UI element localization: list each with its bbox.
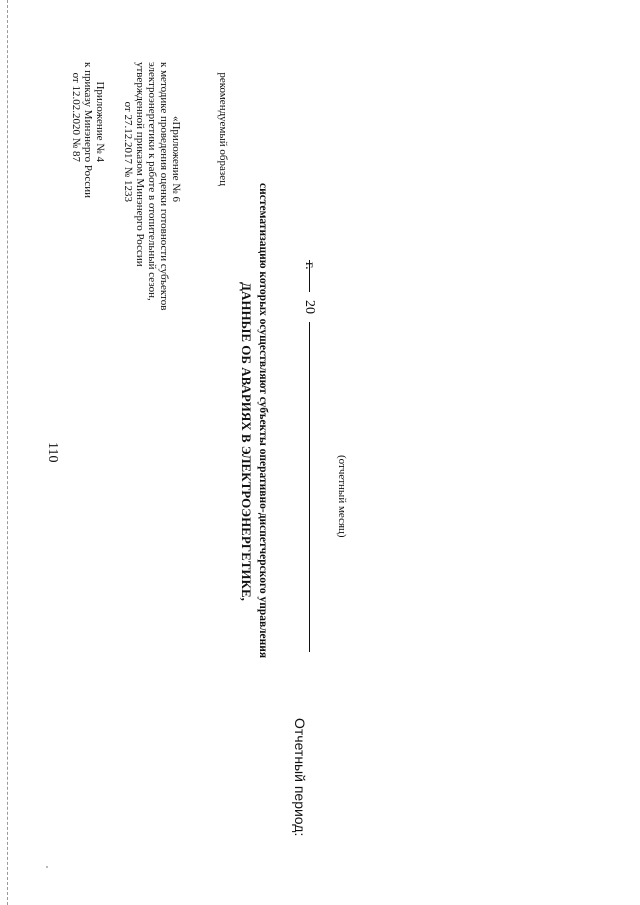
period-year-prefix: 20	[302, 300, 317, 314]
sample-note: рекомендуемый образец	[217, 72, 229, 186]
period-label: Отчетный период:	[292, 718, 308, 837]
period-year-suffix: г.	[302, 262, 317, 270]
period-month-blank	[309, 322, 310, 652]
appendix-previous-line-1: «Приложение № 6	[170, 115, 182, 202]
appendix-previous-line-4: утвержденной приказом Минэнерго России	[134, 62, 146, 267]
appendix-line-1: Приложение № 4	[94, 81, 106, 162]
appendix-previous-line-5: от 27.12.2017 № 1233	[122, 101, 134, 202]
appendix-line-3: от 12.02.2020 № 87	[70, 72, 82, 162]
appendix-previous-line-2: к методике проведения оценки готовности субъектов	[158, 62, 170, 311]
period-caption: (отчетный месяц)	[336, 455, 348, 538]
document-title: ДАННЫЕ ОБ АВАРИЯХ В ЭЛЕКТРОЭНЕРГЕТИКЕ,	[239, 282, 254, 601]
appendix-block	[70, 62, 106, 198]
scan-speck	[46, 866, 48, 868]
document-subtitle: систематизацию которых осуществляют субъекты оперативно-диспетчерского управления	[257, 183, 269, 659]
appendix-previous-line-3: электроэнергетики к работе в отопительный сезон,	[146, 62, 158, 301]
appendix-line-2: к приказу Минэнерго России	[82, 62, 94, 198]
binder-margin-line	[7, 0, 8, 905]
page-number: 110	[45, 442, 60, 463]
appendix-previous-block	[122, 62, 182, 311]
